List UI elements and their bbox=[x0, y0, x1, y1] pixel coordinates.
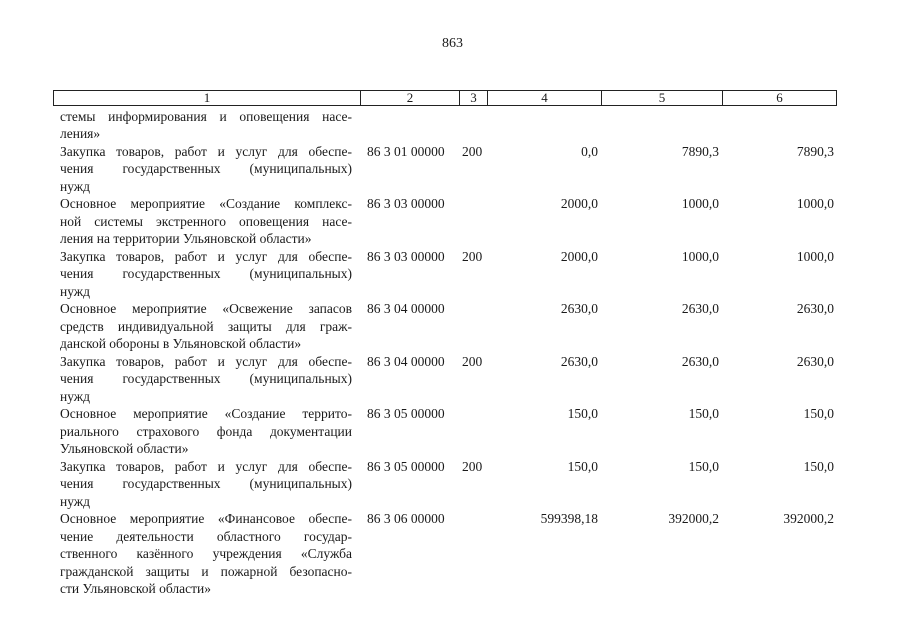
description-line: нужд bbox=[60, 178, 90, 194]
row-value-col5: 150,0 bbox=[688, 406, 719, 421]
row-description bbox=[60, 108, 352, 143]
row-value-col4: 2630,0 bbox=[560, 301, 598, 316]
description-line: Закупка товаров, работ и услуг для обеспе- bbox=[60, 248, 352, 264]
row-value-col5: 150,0 bbox=[688, 458, 719, 474]
row-code: 86 3 04 00000 bbox=[367, 301, 445, 316]
description-line: риального страхового фонда документации bbox=[60, 423, 352, 439]
row-code: 86 3 01 00000 bbox=[367, 143, 445, 159]
row-value-col6: 150,0 bbox=[803, 406, 834, 421]
row-value-col6: 2630,0 bbox=[796, 301, 834, 316]
row-value-col5: 392000,2 bbox=[668, 511, 719, 526]
row-value-col6: 150,0 bbox=[803, 458, 834, 474]
row-description bbox=[60, 353, 352, 406]
row-description bbox=[60, 458, 352, 511]
description-line: чения государственных (муниципальных) bbox=[60, 371, 352, 386]
row-value-col4: 2630,0 bbox=[560, 353, 598, 369]
description-line: ления» bbox=[60, 126, 101, 141]
description-line: Ульяновской области» bbox=[60, 441, 189, 456]
header-col-2: 2 bbox=[406, 90, 414, 105]
row-expense-type: 200 bbox=[462, 353, 483, 369]
description-line: чение деятельности областного государ- bbox=[60, 528, 352, 544]
row-value-col6: 2630,0 bbox=[796, 353, 834, 369]
description-line: чения государственных (муниципальных) bbox=[60, 476, 352, 491]
header-col-1: 1 bbox=[203, 90, 211, 105]
row-value-col5: 2630,0 bbox=[681, 301, 719, 316]
row-description bbox=[60, 195, 352, 248]
row-value-col4: 2000,0 bbox=[560, 196, 598, 211]
description-line: чения государственных (муниципальных) bbox=[60, 161, 352, 176]
table-header bbox=[53, 90, 837, 106]
description-line: Закупка товаров, работ и услуг для обеспе- bbox=[60, 353, 352, 369]
row-expense-type: 200 bbox=[462, 248, 483, 264]
description-line: Основное мероприятие «Создание террито- bbox=[60, 406, 352, 421]
row-code: 86 3 04 00000 bbox=[367, 353, 445, 369]
row-description bbox=[60, 143, 352, 196]
description-line: ной системы экстренного оповещения насе- bbox=[60, 213, 352, 229]
row-value-col6: 1000,0 bbox=[796, 248, 834, 264]
row-value-col6: 1000,0 bbox=[796, 196, 834, 211]
description-line: средств индивидуальной защиты для граж- bbox=[60, 318, 352, 334]
row-value-col5: 1000,0 bbox=[681, 248, 719, 264]
description-line: Основное мероприятие «Создание комплекс- bbox=[60, 196, 352, 211]
description-line: данской обороны в Ульяновской области» bbox=[60, 336, 302, 351]
description-line: стемы информирования и оповещения насе- bbox=[60, 108, 352, 124]
row-value-col4: 0,0 bbox=[581, 143, 598, 159]
description-line: гражданской защиты и пожарной безопасно- bbox=[60, 563, 352, 579]
description-line: чения государственных (муниципальных) bbox=[60, 266, 352, 281]
description-line: ления на территории Ульяновской области» bbox=[60, 231, 312, 246]
header-col-3: 3 bbox=[470, 90, 477, 105]
row-value-col4: 150,0 bbox=[567, 406, 598, 421]
header-col-5: 5 bbox=[658, 90, 666, 105]
row-description bbox=[60, 248, 352, 301]
description-line: нужд bbox=[60, 493, 90, 509]
description-line: нужд bbox=[60, 283, 90, 299]
description-line: сти Ульяновской области» bbox=[60, 581, 211, 596]
row-description bbox=[60, 300, 352, 353]
row-expense-type: 200 bbox=[462, 458, 483, 474]
description-line: Закупка товаров, работ и услуг для обеспе- bbox=[60, 458, 352, 474]
row-value-col5: 1000,0 bbox=[681, 196, 719, 211]
row-code: 86 3 03 00000 bbox=[367, 196, 445, 211]
row-value-col4: 2000,0 bbox=[560, 248, 598, 264]
header-col-4: 4 bbox=[541, 90, 548, 105]
row-value-col4: 150,0 bbox=[567, 458, 598, 474]
row-value-col6: 7890,3 bbox=[796, 143, 834, 159]
page-number: 863 bbox=[442, 36, 463, 51]
description-line: ственного казённого учреждения «Служба bbox=[60, 546, 352, 561]
description-line: нужд bbox=[60, 388, 90, 404]
description-line: Основное мероприятие «Финансовое обеспе- bbox=[60, 511, 352, 526]
row-value-col5: 2630,0 bbox=[681, 353, 719, 369]
row-description bbox=[60, 405, 352, 458]
row-description bbox=[60, 510, 352, 598]
row-code: 86 3 05 00000 bbox=[367, 406, 445, 421]
row-code: 86 3 03 00000 bbox=[367, 248, 445, 264]
row-value-col4: 599398,18 bbox=[540, 511, 598, 526]
row-expense-type: 200 bbox=[462, 143, 483, 159]
header-col-6: 6 bbox=[776, 90, 783, 105]
row-code: 86 3 06 00000 bbox=[367, 511, 445, 526]
description-line: Закупка товаров, работ и услуг для обеспе- bbox=[60, 143, 352, 159]
row-value-col5: 7890,3 bbox=[681, 143, 719, 159]
description-line: Основное мероприятие «Освежение запасов bbox=[60, 301, 352, 316]
row-code: 86 3 05 00000 bbox=[367, 458, 445, 474]
row-value-col6: 392000,2 bbox=[783, 511, 834, 526]
